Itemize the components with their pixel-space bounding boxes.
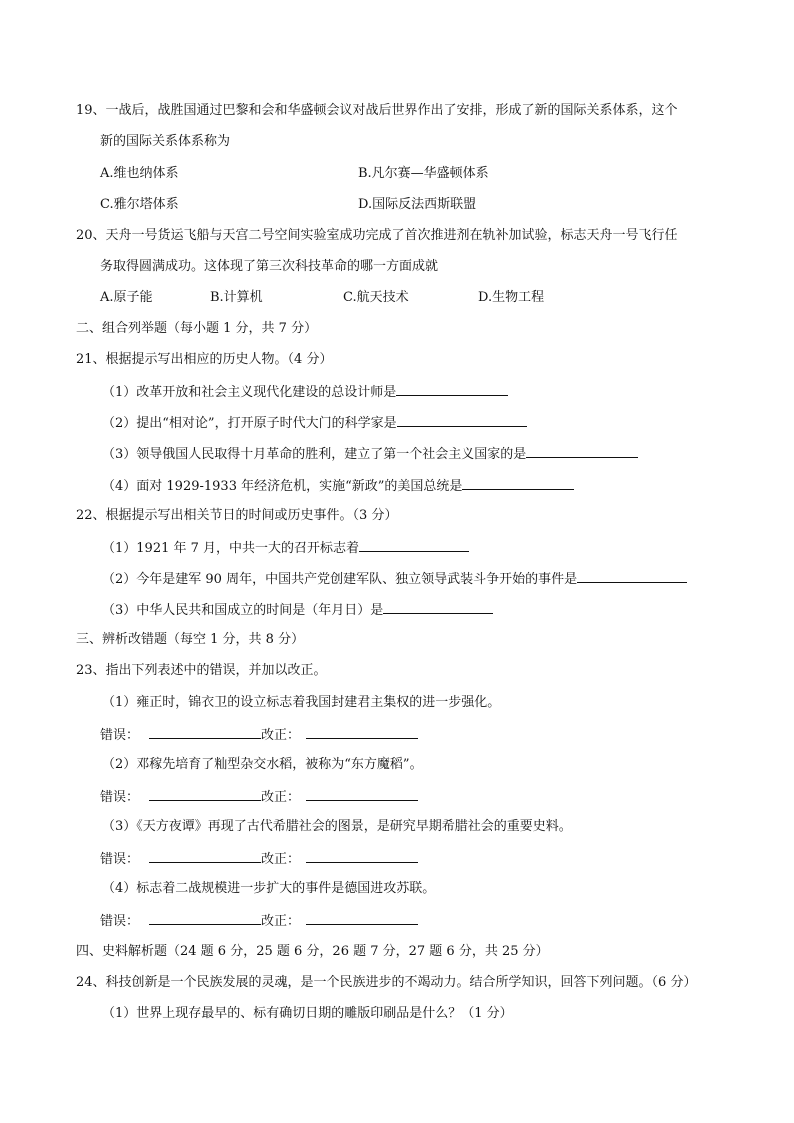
- q21-item-4: （4）面对 1929-1933 年经济危机，实施“新政”的美国总统是: [102, 476, 574, 496]
- answer-blank[interactable]: [577, 569, 687, 583]
- section-4-heading: 四、史料解析题（24 题 6 分，25 题 6 分，26 题 7 分，27 题 6 分，共 25 分）: [76, 944, 549, 959]
- answer-blank[interactable]: [396, 382, 508, 396]
- q19-option-a: A.维也纳体系: [100, 166, 179, 181]
- answer-blank[interactable]: [397, 413, 527, 427]
- answer-blank[interactable]: [526, 444, 638, 458]
- q21-stem: 21、根据提示写出相应的历史人物。（4 分）: [76, 352, 333, 367]
- q23-item-1: （1）雍正时，锦衣卫的设立标志着我国封建君主集权的进一步强化。: [102, 695, 501, 710]
- q21-item-3: （3）领导俄国人民取得十月革命的胜利，建立了第一个社会主义国家的是: [102, 444, 638, 464]
- q23-item-4: （4）标志着二战规模进一步扩大的事件是德国进攻苏联。: [102, 881, 436, 896]
- q19-stem-line1: 19、一战后，战胜国通过巴黎和会和华盛顿会议对战后世界作出了安排，形成了新的国际关系体系，这个: [76, 103, 678, 118]
- q22-item-1: （1）1921 年 7 月，中共一大的召开标志着: [102, 538, 469, 558]
- q21-item-2: （2）提出“相对论”，打开原子时代大门的科学家是: [102, 413, 527, 433]
- q20-option-a: A.原子能: [100, 290, 153, 305]
- q23-item-2: （2）邓稼先培育了籼型杂交水稻，被称为“东方魔稻”。: [102, 757, 423, 772]
- answer-blank[interactable]: [462, 476, 574, 490]
- q24-subquestion-1: （1）世界上现存最早的、标有确切日期的雕版印刷品是什么？（1 分）: [102, 1006, 513, 1021]
- q23-answer-row-2: 错误： 改正：: [100, 787, 418, 807]
- q24-stem: 24、科技创新是一个民族发展的灵魂，是一个民族进步的不竭动力。结合所学知识，回答下列问题。（6 分）: [76, 975, 697, 990]
- correction-blank[interactable]: [306, 725, 418, 739]
- q22-stem: 22、根据提示写出相关节日的时间或历史事件。（3 分）: [76, 508, 398, 523]
- correction-blank[interactable]: [306, 911, 418, 925]
- q23-answer-row-4: 错误： 改正：: [100, 911, 418, 931]
- q20-option-c: C.航天技术: [343, 290, 409, 305]
- q23-stem: 23、指出下列表述中的错误，并加以改正。: [76, 663, 327, 678]
- correction-blank[interactable]: [306, 849, 418, 863]
- q22-item-3: （3）中华人民共和国成立的时间是（年月日）是: [102, 600, 493, 620]
- error-blank[interactable]: [149, 911, 261, 925]
- correction-blank[interactable]: [306, 787, 418, 801]
- q19-option-d: D.国际反法西斯联盟: [358, 197, 477, 212]
- section-2-heading: 二、组合列举题（每小题 1 分，共 7 分）: [76, 321, 318, 336]
- error-blank[interactable]: [149, 725, 261, 739]
- q23-item-3: （3）《天方夜谭》再现了古代希腊社会的图景，是研究早期希腊社会的重要史料。: [102, 819, 572, 834]
- section-3-heading: 三、辨析改错题（每空 1 分，共 8 分）: [76, 632, 305, 647]
- q22-item-2: （2）今年是建军 90 周年，中国共产党创建军队、独立领导武装斗争开始的事件是: [102, 569, 687, 589]
- error-blank[interactable]: [149, 787, 261, 801]
- q21-item-1: （1）改革开放和社会主义现代化建设的总设计师是: [102, 382, 508, 402]
- answer-blank[interactable]: [383, 600, 493, 614]
- q20-stem-line1: 20、天舟一号货运飞船与天宫二号空间实验室成功完成了首次推进剂在轨补加试验，标志天舟一号飞行任: [76, 228, 678, 243]
- q19-option-c: C.雅尔塔体系: [100, 197, 179, 212]
- answer-blank[interactable]: [359, 538, 469, 552]
- q20-option-d: D.生物工程: [478, 290, 545, 305]
- q19-stem-line2: 新的国际关系体系称为: [100, 134, 231, 149]
- q20-option-b: B.计算机: [210, 290, 263, 305]
- q23-answer-row-1: 错误： 改正：: [100, 725, 418, 745]
- q19-option-b: B.凡尔赛—华盛顿体系: [358, 166, 489, 181]
- q23-answer-row-3: 错误： 改正：: [100, 849, 418, 869]
- error-blank[interactable]: [149, 849, 261, 863]
- q20-stem-line2: 务取得圆满成功。这体现了第三次科技革命的哪一方面成就: [100, 259, 439, 274]
